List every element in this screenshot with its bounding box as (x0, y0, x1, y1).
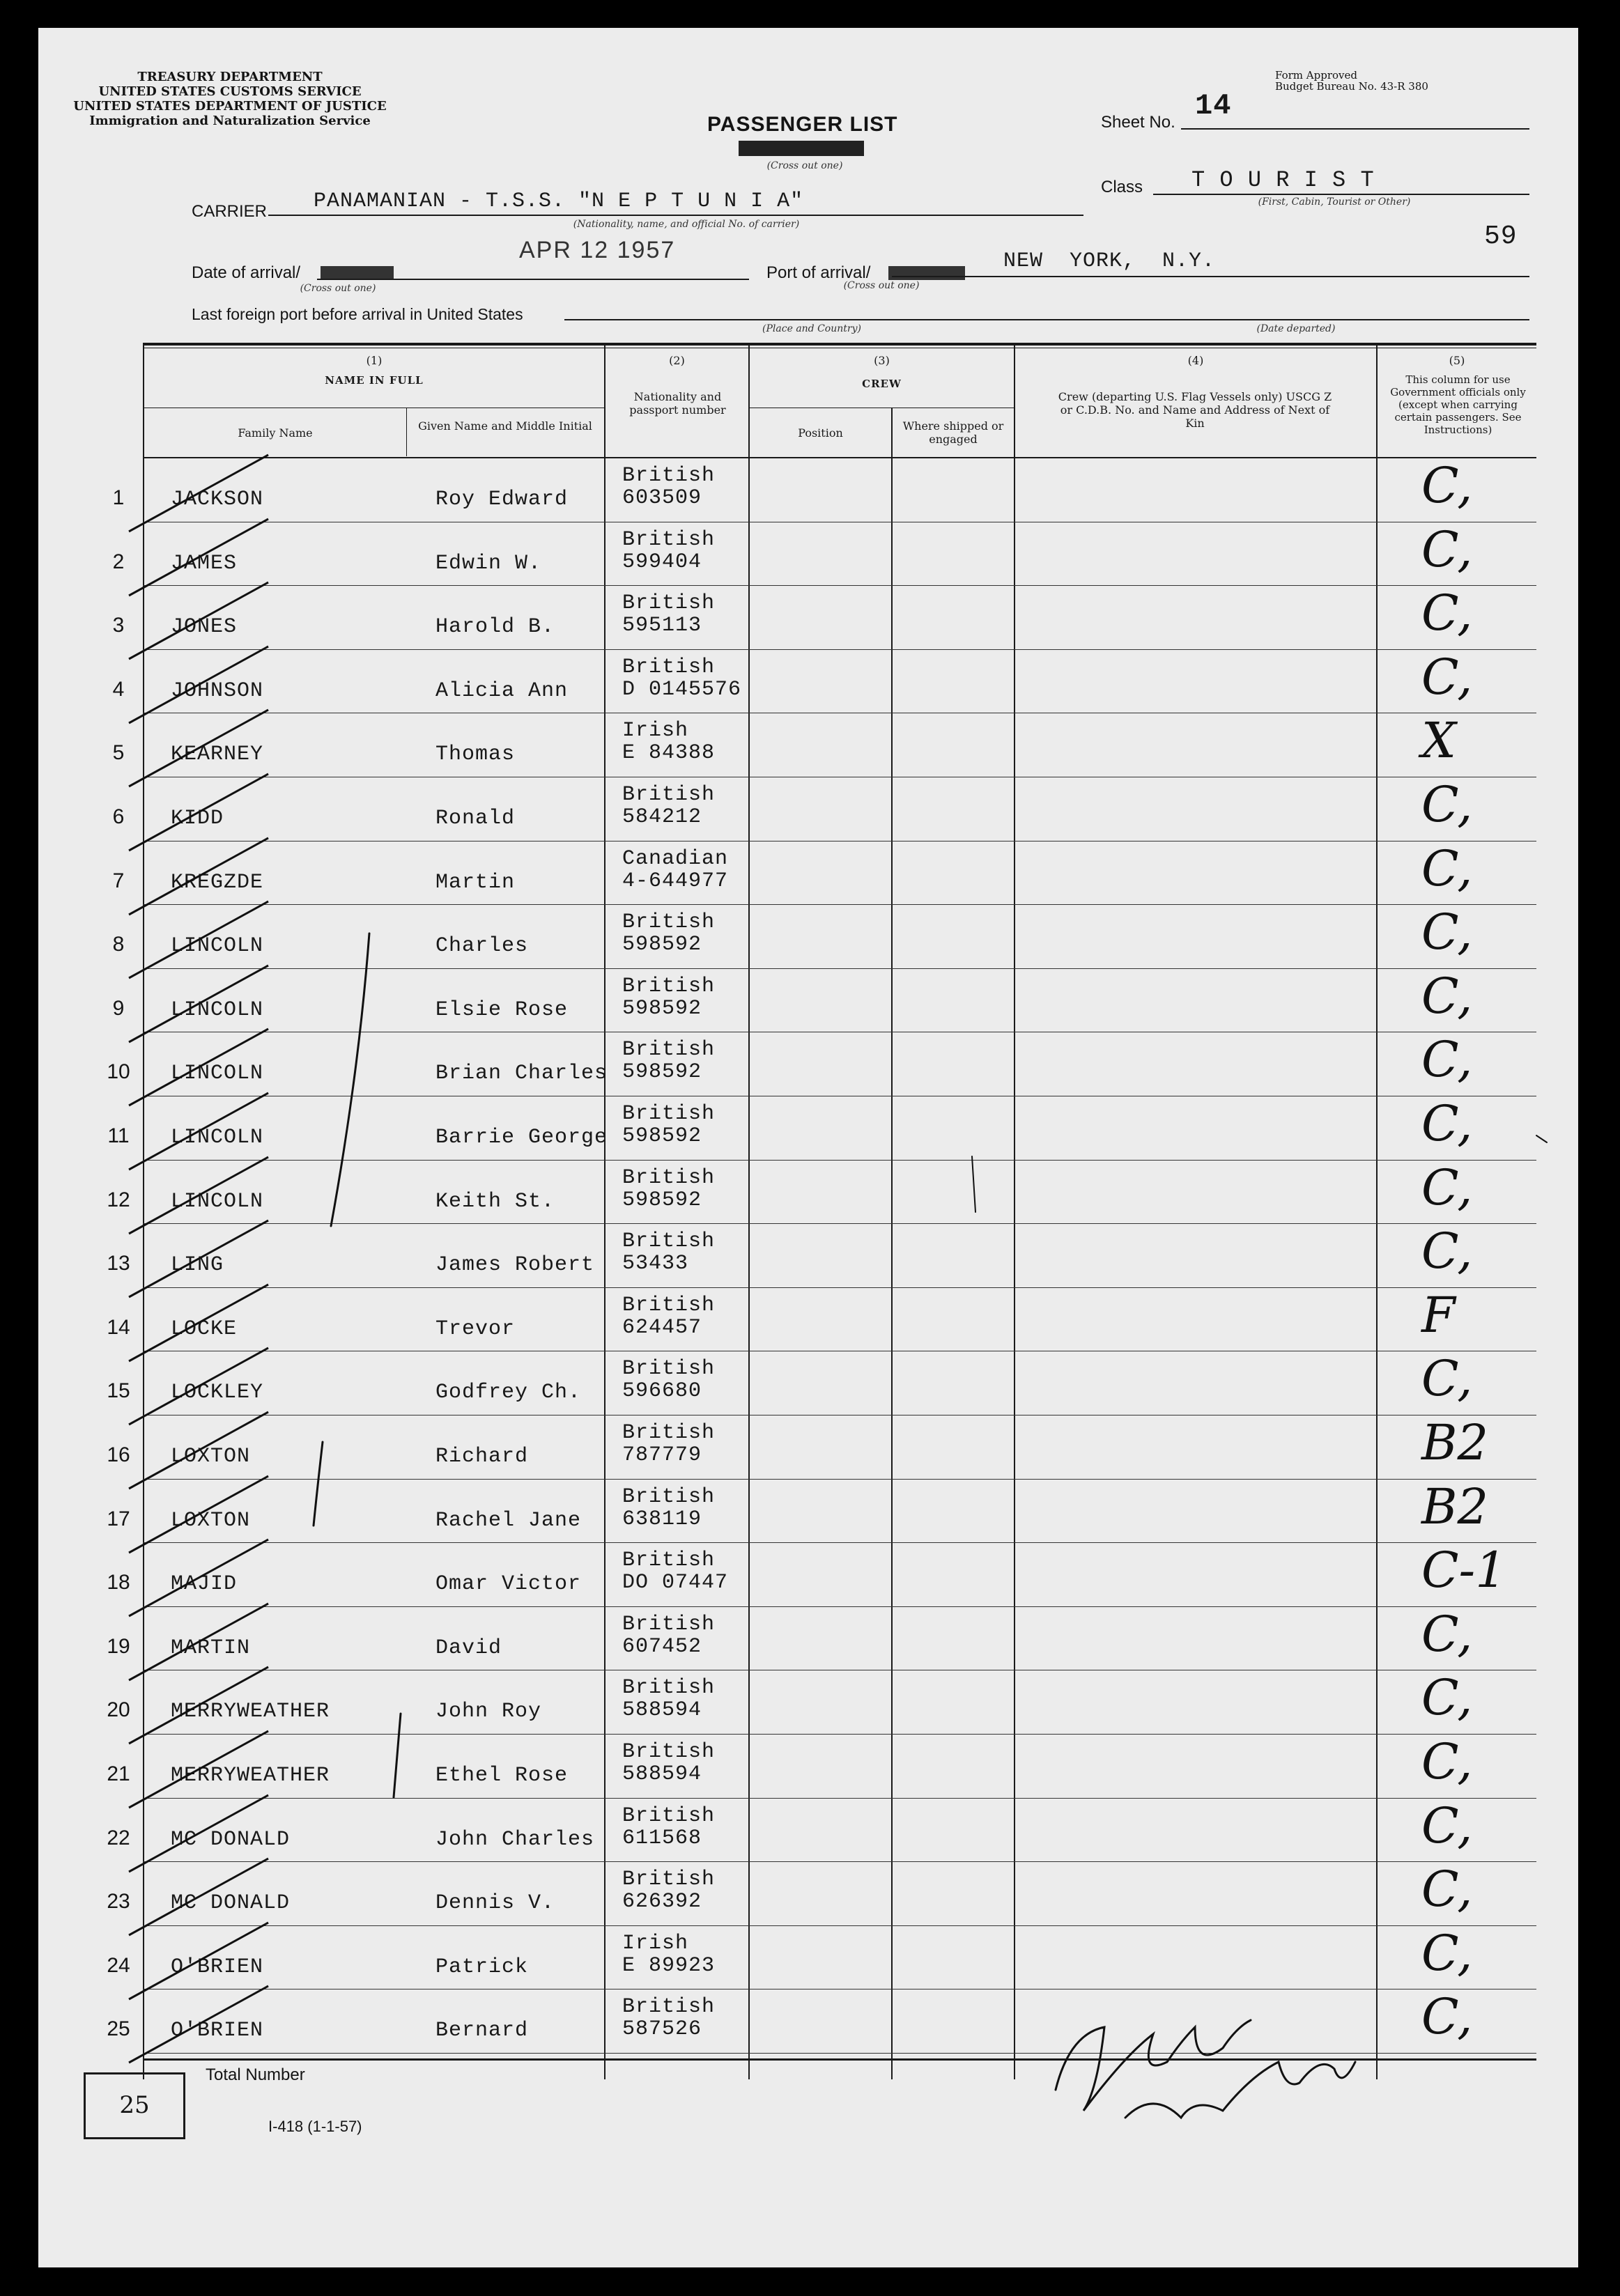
passport-number: 787779 (622, 1443, 702, 1467)
row-number: 4 (112, 677, 125, 701)
stray-stroke (972, 1156, 975, 1212)
passport-number: D 0145576 (622, 677, 742, 701)
official-mark: B2 (1421, 1414, 1488, 1471)
passport-number: DO 07447 (622, 1571, 729, 1595)
given-name-head: Given Name and Middle Initial (418, 419, 592, 433)
passport-number: 587526 (622, 2017, 702, 2042)
family-name: MC DONALD (171, 1891, 291, 1916)
family-name: LINCOLN (171, 1189, 264, 1213)
col5-title: This column for use Government officials only (except when carrying certain passengers. See Instructions) (1390, 373, 1526, 436)
nationality: Irish (622, 1931, 689, 1955)
passport-number: 596680 (622, 1379, 702, 1404)
official-mark: C, (1421, 457, 1473, 514)
nationality: British (622, 1804, 716, 1828)
form-approved-text: Form Approved (1275, 69, 1357, 82)
given-name: Barrie George (435, 1126, 608, 1149)
family-name: LING (171, 1253, 224, 1278)
row-number: 19 (107, 1634, 130, 1658)
row-number: 20 (107, 1698, 130, 1722)
passport-number: 611568 (622, 1826, 702, 1850)
family-name: MC DONALD (171, 1827, 291, 1852)
pen-annotations (38, 28, 1578, 2267)
row-number: 5 (112, 741, 125, 765)
given-name: Elsie Rose (435, 998, 569, 1022)
row-number: 15 (107, 1379, 130, 1403)
family-name: LINCOLN (171, 1126, 264, 1149)
passport-number: 599404 (622, 550, 702, 574)
row-number: 6 (112, 805, 125, 828)
passport-number: 598592 (622, 1124, 702, 1148)
family-name: O'BRIEN (171, 1955, 264, 1979)
official-mark: C, (1421, 1669, 1473, 1727)
date-cross-hint: (Cross out one) (300, 283, 376, 294)
page-stamp: 59 (1484, 222, 1518, 251)
row-number: 13 (107, 1252, 130, 1275)
nationality: Irish (622, 719, 689, 743)
nationality: British (622, 1038, 716, 1062)
given-name: Brian Charles (435, 1062, 608, 1086)
given-name: Edwin W. (435, 551, 542, 575)
nationality: British (622, 591, 716, 616)
family-name: MERRYWEATHER (171, 1764, 330, 1787)
family-name: LOCKE (171, 1317, 238, 1341)
given-name: James Robert (435, 1253, 595, 1278)
given-name: John Roy (435, 1700, 542, 1724)
row-number: 18 (107, 1571, 130, 1595)
row-number: 14 (107, 1315, 130, 1339)
place-hint: (Place and Country) (762, 323, 861, 334)
nationality: British (622, 1293, 716, 1317)
family-name-head: Family Name (238, 426, 313, 440)
nationality: British (622, 1740, 716, 1764)
given-name: Godfrey Ch. (435, 1381, 582, 1405)
given-name: David (435, 1636, 502, 1660)
passport-number: 638119 (622, 1507, 702, 1531)
family-name: LOXTON (171, 1445, 251, 1468)
passport-number: 588594 (622, 1698, 702, 1723)
row-number: 3 (112, 614, 125, 637)
nationality: British (622, 464, 716, 488)
form-number: I-418 (1-1-57) (268, 2118, 362, 2135)
passport-number: 598592 (622, 1188, 702, 1212)
given-name: Trevor (435, 1317, 516, 1341)
agency-line-1: TREASURY DEPARTMENT (137, 70, 323, 84)
given-name: Dennis V. (435, 1891, 555, 1916)
col3-number: (3) (874, 354, 890, 367)
row-number: 12 (107, 1188, 130, 1211)
family-name: LOXTON (171, 1508, 251, 1533)
nationality: British (622, 527, 716, 552)
col5-number: (5) (1449, 354, 1465, 367)
nationality: British (622, 1421, 716, 1445)
given-name: Richard (435, 1445, 529, 1468)
date-departed-hint: (Date departed) (1256, 323, 1336, 334)
agency-line-2: UNITED STATES CUSTOMS SERVICE (98, 84, 362, 99)
cross-out-hint: (Cross out one) (766, 160, 843, 171)
official-mark: C, (1421, 1861, 1473, 1918)
nationality: British (622, 783, 716, 807)
class-value: T O U R I S T (1191, 167, 1375, 193)
class-hint: (First, Cabin, Tourist or Other) (1258, 196, 1411, 208)
given-name: John Charles (435, 1827, 595, 1852)
agency-line-3: UNITED STATES DEPARTMENT OF JUSTICE (73, 99, 387, 114)
last-port-label: Last foreign port before arrival in United States (192, 305, 523, 323)
nationality: British (622, 974, 716, 998)
port-cross-hint: (Cross out one) (843, 280, 920, 291)
class-label: Class (1101, 178, 1143, 196)
nationality: British (622, 1357, 716, 1381)
passport-number: 595113 (622, 614, 702, 638)
passport-number: 607452 (622, 1634, 702, 1659)
nationality: British (622, 1549, 716, 1573)
row-number: 25 (107, 2017, 130, 2041)
given-name: Martin (435, 870, 516, 894)
agency-line-4: Immigration and Naturalization Service (89, 114, 371, 128)
family-name: JOHNSON (171, 678, 264, 703)
nationality: British (622, 1484, 716, 1509)
row-number: 9 (112, 996, 125, 1020)
given-name: Alicia Ann (435, 678, 569, 703)
family-name: MERRYWEATHER (171, 1700, 330, 1724)
carrier-hint: (Nationality, name, and official No. of carrier) (573, 219, 800, 230)
passport-number: 53433 (622, 1252, 689, 1276)
family-name: LOCKLEY (171, 1381, 264, 1405)
family-name: LINCOLN (171, 998, 264, 1022)
given-name: Omar Victor (435, 1572, 582, 1597)
budget-bureau-text: Budget Bureau No. 43-R 380 (1275, 80, 1428, 93)
passport-number: 584212 (622, 805, 702, 829)
official-mark: C-1 (1421, 1542, 1506, 1599)
nationality: British (622, 910, 716, 935)
bracket-stroke-loxton (314, 1442, 323, 1526)
passport-number: 598592 (622, 1060, 702, 1085)
row-number: 23 (107, 1890, 130, 1914)
col1-number: (1) (366, 354, 383, 367)
row-number: 11 (107, 1124, 130, 1147)
col1-title: NAME IN FULL (325, 374, 424, 387)
official-mark: C, (1421, 1988, 1473, 2046)
col4-title: Crew (departing U.S. Flag Vessels only) USCG Z or C.D.B. No. and Name and Address of Next of Kin (1058, 390, 1332, 430)
passport-number: E 84388 (622, 741, 716, 766)
official-mark: C, (1421, 903, 1473, 961)
nationality: British (622, 1612, 716, 1636)
carrier-value: PANAMANIAN - T.S.S. "N E P T U N I A" (314, 189, 804, 213)
bracket-stroke-lincoln (331, 933, 369, 1226)
family-name: LINCOLN (171, 1062, 264, 1086)
official-mark: C, (1421, 776, 1473, 833)
nationality: British (622, 1230, 716, 1254)
passport-number: 4-644977 (622, 869, 729, 893)
row-number: 10 (107, 1060, 130, 1084)
total-number-value: 25 (119, 2091, 150, 2119)
date-arrival-label: Date of arrival/ (192, 263, 301, 282)
row-number: 7 (112, 869, 125, 892)
port-value: NEW YORK, N.Y. (1003, 249, 1216, 273)
given-name: Roy Edward (435, 488, 569, 511)
official-mark: C, (1421, 1158, 1473, 1216)
given-name: Ronald (435, 807, 516, 830)
official-mark: C, (1421, 1095, 1473, 1152)
position-head: Position (798, 426, 843, 440)
official-mark: C, (1421, 1605, 1473, 1663)
nationality: British (622, 1102, 716, 1126)
bracket-stroke-merryweather (394, 1714, 401, 1797)
passport-number: 588594 (622, 1762, 702, 1786)
row-number: 21 (107, 1762, 130, 1785)
official-mark: C, (1421, 839, 1473, 897)
given-name: Rachel Jane (435, 1508, 582, 1533)
port-label: Port of arrival/ (766, 263, 871, 282)
date-stamp: APR 12 1957 (519, 237, 676, 263)
family-name: JONES (171, 615, 238, 639)
row-number: 16 (107, 1443, 130, 1466)
nationality: British (622, 1676, 716, 1700)
official-mark: F (1421, 1286, 1456, 1344)
official-mark: C, (1421, 1797, 1473, 1854)
given-name: Harold B. (435, 615, 555, 639)
col2-title: Nationality and passport number (629, 390, 726, 417)
nationality: Canadian (622, 846, 729, 871)
given-name: Thomas (435, 743, 516, 767)
official-mark: C, (1421, 1031, 1473, 1089)
passport-number: 624457 (622, 1315, 702, 1340)
row-number: 1 (112, 486, 125, 509)
family-name: JACKSON (171, 488, 264, 511)
official-mark: C, (1421, 648, 1473, 706)
family-name: KEARNEY (171, 743, 264, 767)
passenger-list-sheet (38, 28, 1578, 2267)
col3-title: CREW (862, 378, 902, 390)
passport-number: 598592 (622, 933, 702, 957)
family-name: MARTIN (171, 1636, 251, 1660)
official-mark: C, (1421, 520, 1473, 578)
given-name: Patrick (435, 1955, 529, 1979)
official-mark: C, (1421, 1350, 1473, 1408)
where-shipped-head: Where shipped or engaged (902, 419, 1004, 446)
family-name: MAJID (171, 1572, 238, 1597)
list-title: PASSENGER LIST (707, 113, 898, 136)
passport-number: 603509 (622, 486, 702, 510)
sheet-label: Sheet No. (1101, 113, 1175, 132)
official-mark: C, (1421, 584, 1473, 642)
official-mark: B2 (1421, 1477, 1488, 1535)
given-name: Charles (435, 934, 529, 959)
total-number-box (84, 2072, 185, 2139)
nationality: British (622, 1995, 716, 2019)
sheet-number: 14 (1195, 89, 1232, 123)
official-mark: C, (1421, 1924, 1473, 1982)
official-mark: C, (1421, 967, 1473, 1025)
official-mark: X (1421, 712, 1456, 770)
row-number: 17 (107, 1507, 130, 1530)
family-name: LINCOLN (171, 934, 264, 959)
given-name: Ethel Rose (435, 1764, 569, 1787)
passport-number: 598592 (622, 996, 702, 1021)
nationality: British (622, 655, 716, 679)
margin-tick (1536, 1135, 1547, 1142)
row-number: 2 (112, 550, 125, 573)
passport-number: 626392 (622, 1890, 702, 1914)
row-number: 24 (107, 1953, 130, 1977)
given-name: Bernard (435, 2019, 529, 2043)
family-name: JAMES (171, 551, 238, 575)
family-name: O'BRIEN (171, 2019, 264, 2043)
row-number: 22 (107, 1826, 130, 1849)
col2-number: (2) (669, 354, 685, 367)
col4-number: (4) (1187, 354, 1204, 367)
official-signature (1056, 2020, 1355, 2118)
family-name: KREGZDE (171, 870, 264, 894)
nationality: British (622, 1868, 716, 1892)
family-name: KIDD (171, 807, 224, 830)
official-mark: C, (1421, 1733, 1473, 1790)
total-number-label: Total Number (206, 2065, 305, 2084)
row-number: 8 (112, 933, 125, 956)
given-name: Keith St. (435, 1189, 555, 1213)
passport-number: E 89923 (622, 1953, 716, 1978)
official-mark: C, (1421, 1223, 1473, 1280)
carrier-label: CARRIER (192, 202, 268, 221)
nationality: British (622, 1165, 716, 1190)
